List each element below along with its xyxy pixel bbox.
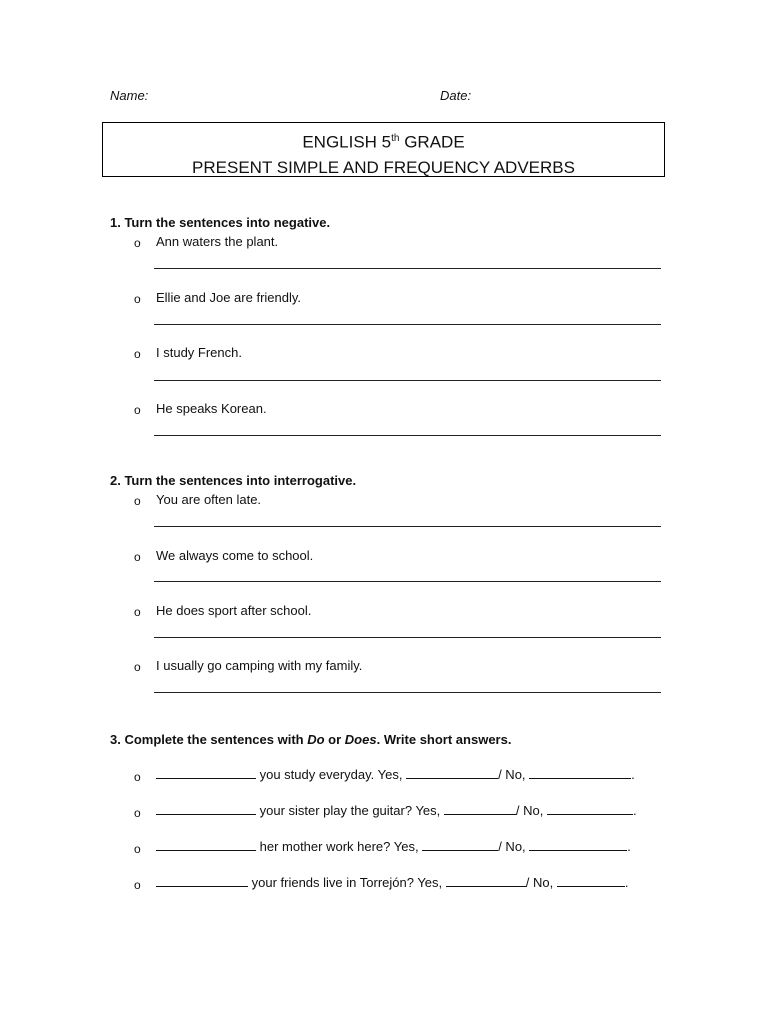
date-label: Date: [440,88,472,103]
answer-line[interactable] [154,526,661,527]
answer-line[interactable] [154,268,661,269]
bullet-icon: o [134,806,141,820]
bullet-icon: o [134,292,141,306]
section-1-heading: 1. Turn the sentences into negative. [110,215,331,230]
title-box [102,122,665,177]
do-does-blank[interactable] [156,767,256,779]
yes-answer-blank[interactable] [422,839,498,851]
no-answer-blank[interactable] [529,767,631,779]
title-line-1 [103,128,664,154]
section-3-item-1-no: / No, [498,767,530,782]
section-3-item-3 [156,839,631,854]
do-does-blank[interactable] [156,803,256,815]
section-3-item-3-text: her mother work here? Yes, [256,839,423,854]
yes-answer-blank[interactable] [444,803,516,815]
section-3-item-1 [156,767,635,782]
section-3-item-2-text: your sister play the guitar? Yes, [256,803,444,818]
section-3-item-3-end: . [627,839,631,854]
section-1-item-4: He speaks Korean. [156,401,267,416]
section-2-heading: 2. Turn the sentences into interrogative. [110,473,357,488]
title-grade-suffix: GRADE [399,132,465,152]
section-3-item-2-end: . [632,803,637,818]
do-does-blank[interactable] [156,839,256,851]
section-2-item-4: I usually go camping with my family. [156,658,363,673]
section-3-heading-text: 3. Complete the sentences with [110,732,308,747]
yes-answer-blank[interactable] [446,875,526,887]
section-3-heading-does: Does [344,732,377,747]
bullet-icon: o [134,494,141,508]
title-line-2: PRESENT SIMPLE AND FREQUENCY ADVERBS [192,157,575,177]
section-3-item-2 [156,803,637,818]
answer-line[interactable] [154,637,661,638]
answer-line[interactable] [154,692,661,693]
answer-line[interactable] [154,435,661,436]
section-3-heading [110,732,511,747]
section-3-heading-tail: . Write short answers. [376,732,512,747]
title-grade-text: ENGLISH 5 [302,132,392,152]
section-1-item-3: I study French. [156,345,242,360]
bullet-icon: o [134,605,141,619]
section-3-item-4-end: . [624,875,629,890]
section-1-item-1: Ann waters the plant. [156,234,279,249]
section-1-item-2: Ellie and Joe are friendly. [156,290,302,305]
bullet-icon: o [134,842,141,856]
section-2-item-1: You are often late. [156,492,262,507]
bullet-icon: o [134,660,141,674]
section-3-item-2-no: / No, [515,803,547,818]
section-3-item-1-end: . [631,767,635,782]
section-2-item-3: He does sport after school. [156,603,312,618]
answer-line[interactable] [154,380,661,381]
section-3-item-3-no: / No, [498,839,530,854]
name-label: Name: [110,88,149,103]
answer-line[interactable] [154,324,661,325]
bullet-icon: o [134,236,141,250]
section-3-item-1-text: you study everyday. Yes, [256,767,407,782]
bullet-icon: o [134,403,141,417]
yes-answer-blank[interactable] [406,767,498,779]
section-3-item-4 [156,875,628,890]
answer-line[interactable] [154,581,661,582]
title-superscript: th [391,133,400,144]
no-answer-blank[interactable] [529,839,627,851]
do-does-blank[interactable] [156,875,248,887]
section-2-item-2: We always come to school. [156,548,314,563]
no-answer-blank[interactable] [547,803,633,815]
bullet-icon: o [134,347,141,361]
section-3-item-4-no: / No, [525,875,557,890]
no-answer-blank[interactable] [557,875,625,887]
section-3-heading-or: or [324,732,345,747]
bullet-icon: o [134,878,141,892]
section-3-item-4-text: your friends live in Torrejón? Yes, [248,875,446,890]
bullet-icon: o [134,550,141,564]
section-3-heading-do: Do [307,732,325,747]
bullet-icon: o [134,770,141,784]
